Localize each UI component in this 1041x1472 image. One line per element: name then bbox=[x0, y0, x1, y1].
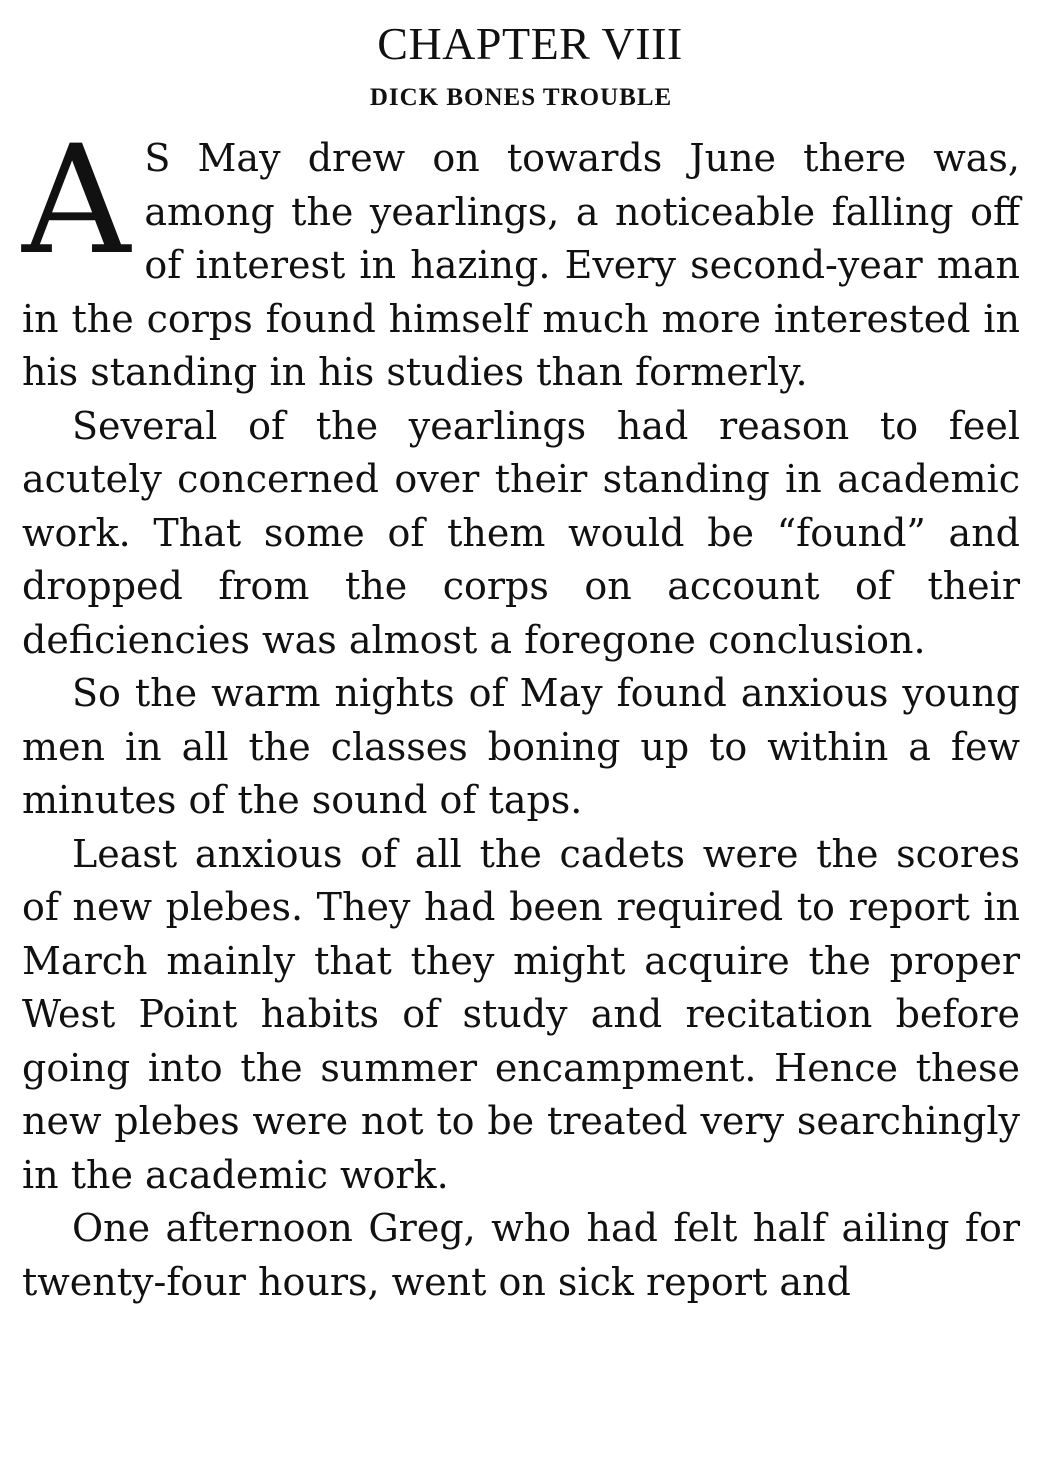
paragraph-1-text: S May drew on towards June there was, among the yearlings, a noticeable falling off of interest in hazing. Every second-year man in the corps found himself much more interested in his standing in his studies than formerly. bbox=[22, 136, 1020, 394]
chapter-body bbox=[22, 114, 1020, 1309]
chapter-subtitle: DICK BONES TROUBLE bbox=[369, 84, 673, 111]
drop-cap: A bbox=[22, 114, 131, 288]
book-page bbox=[22, 14, 1020, 1309]
paragraph-4: Least anxious of all the cadets were the scores of new plebes. They had been required to report in March mainly that they might acquire the proper West Point habits of study and recitation before going into the summer encampment. Hence these new plebes were not to be treated very searchingly in the academic work. bbox=[22, 831, 1020, 1197]
paragraph-2: Several of the yearlings had reason to feel acutely concerned over their standing in academic work. That some of them would be “found” and dropped from the corps on account of their deficiencies was almost a foregone conclusion. bbox=[22, 403, 1020, 662]
paragraph-3: So the warm nights of May found anxious young men in all the classes boning up to within a few minutes of the sound of taps. bbox=[22, 671, 1020, 822]
paragraph-5: One afternoon Greg, who had felt half ailing for twenty-four hours, went on sick report and bbox=[22, 1206, 1020, 1304]
chapter-title: CHAPTER VIII bbox=[377, 18, 683, 69]
paragraph-1 bbox=[22, 114, 1020, 400]
